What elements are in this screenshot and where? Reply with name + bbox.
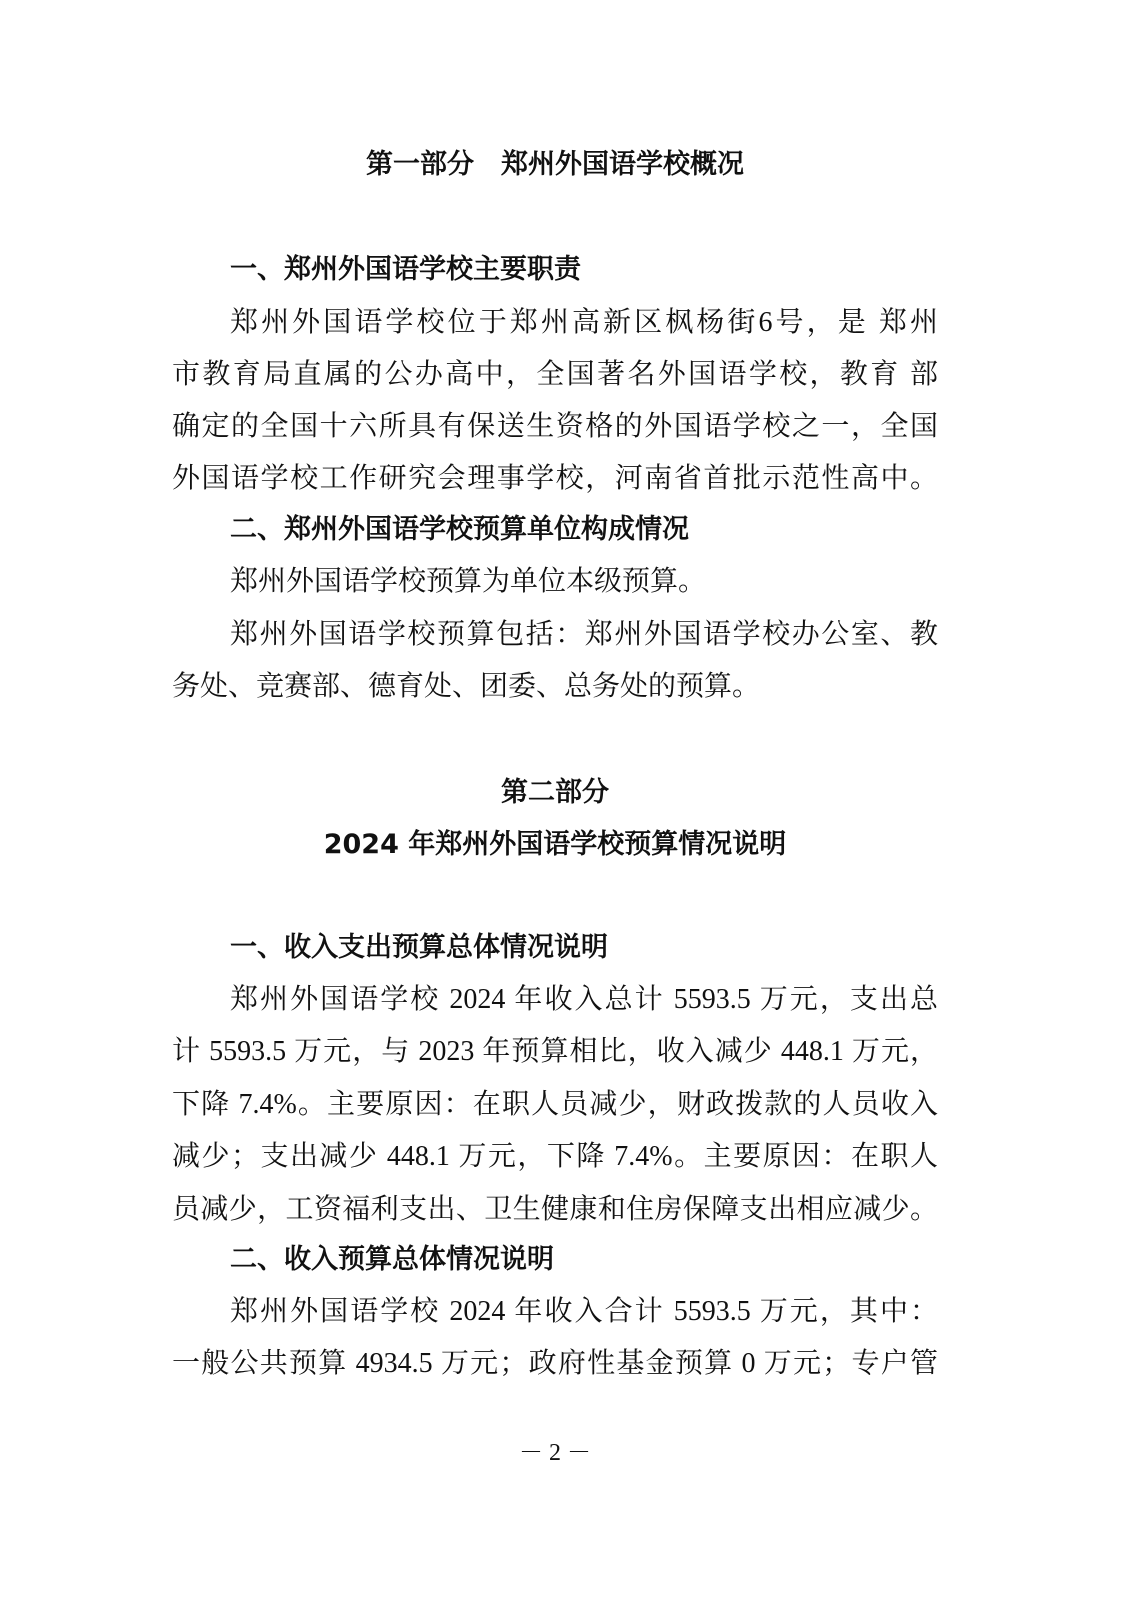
- part2-section1-para1-line4: 减少；支出减少 448.1 万元，下降 7.4%。主要原因：在职人: [172, 1141, 938, 1172]
- part2-section1-para1-line1: 郑州外国语学校 2024 年收入总计 5593.5 万元，支出总: [230, 984, 938, 1015]
- part2-section2-heading: 二、收入预算总体情况说明: [230, 1244, 554, 1275]
- part2-title: 第二部分: [501, 777, 609, 808]
- part1-section2-para2-line2: 务处、竞赛部、德育处、团委、总务处的预算。: [172, 671, 761, 702]
- part1-section2-para1-line1: 郑州外国语学校预算为单位本级预算。: [230, 566, 707, 597]
- part2-section1-para1-line5: 员减少，工资福利支出、卫生健康和住房保障支出相应减少。: [172, 1194, 938, 1225]
- part2-section1-para1-line2: 计 5593.5 万元，与 2023 年预算相比，收入减少 448.1 万元，: [172, 1036, 938, 1067]
- part2-section1-para1-line3: 下降 7.4%。主要原因：在职人员减少，财政拨款的人员收入: [172, 1089, 938, 1120]
- part1-section1-para1-line2: 市教育局直属的公办高中，全国著名外国语学校，教育 部: [172, 359, 938, 390]
- part1-title: 第一部分 郑州外国语学校概况: [366, 149, 744, 180]
- part1-section1-heading: 一、郑州外国语学校主要职责: [230, 254, 581, 285]
- part1-section1-para1-line1: 郑州外国语学校位于郑州高新区枫杨街6号，是 郑州: [230, 307, 938, 338]
- part2-subtitle: 2024 年郑州外国语学校预算情况说明: [323, 829, 787, 860]
- part1-section2-heading: 二、郑州外国语学校预算单位构成情况: [230, 514, 689, 545]
- part1-section1-para1-line3: 确定的全国十六所具有保送生资格的外国语学校之一，全国: [172, 411, 938, 442]
- part1-section1-para1-line4: 外国语学校工作研究会理事学校，河南省首批示范性高中。: [172, 463, 938, 494]
- part2-section2-para1-line1: 郑州外国语学校 2024 年收入合计 5593.5 万元，其中：: [230, 1296, 938, 1327]
- part2-section2-para1-line2: 一般公共预算 4934.5 万元；政府性基金预算 0 万元；专户管: [172, 1348, 938, 1379]
- part2-section1-heading: 一、收入支出预算总体情况说明: [230, 932, 608, 963]
- page-number: － 2 －: [519, 1440, 591, 1466]
- part1-section2-para2-line1: 郑州外国语学校预算包括：郑州外国语学校办公室、教: [230, 619, 938, 650]
